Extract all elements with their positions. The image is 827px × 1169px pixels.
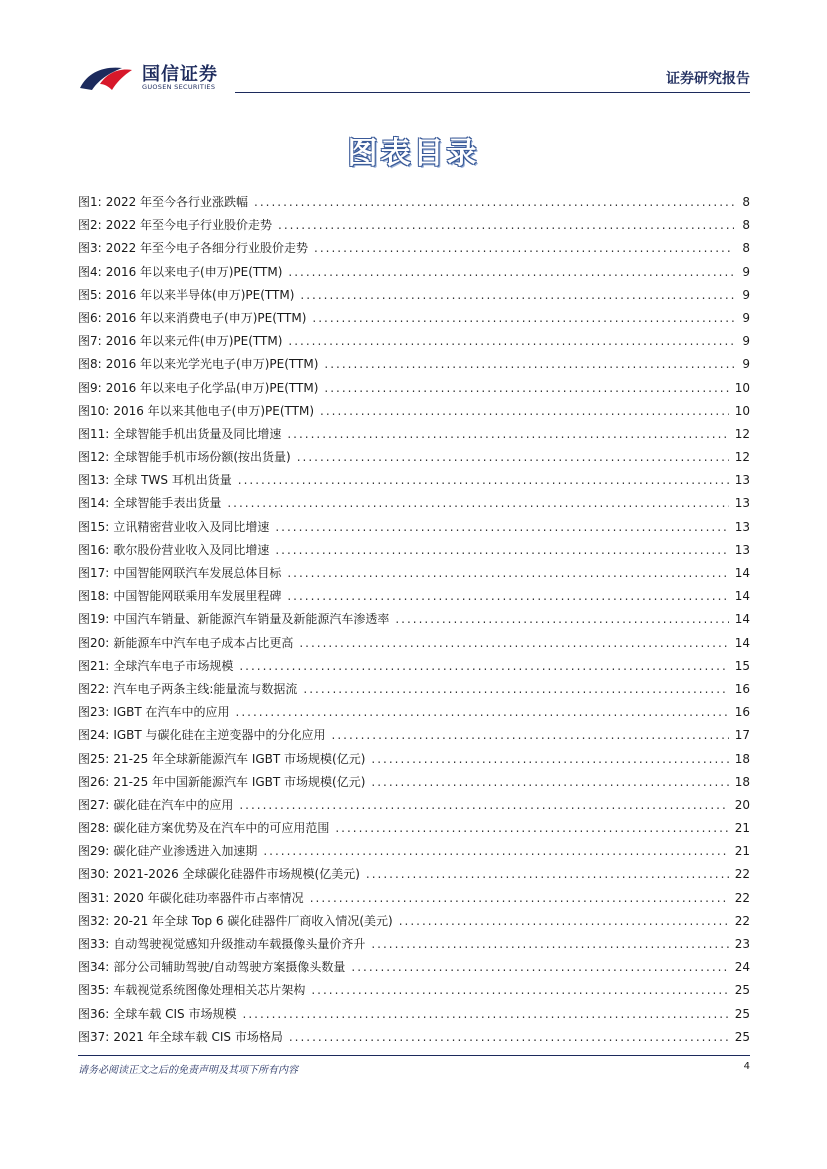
toc-entry-label: 图3: [78,241,102,256]
toc-dot-leader [236,705,729,719]
toc-entry[interactable] [78,634,750,657]
toc-entry-page: 8 [742,241,750,256]
toc-entry-page: 21 [734,844,750,859]
toc-entry-label: 图24: [78,728,110,743]
toc-entry-label: 图19: [78,612,110,627]
toc-entry[interactable] [78,865,750,888]
toc-dot-leader [287,566,728,580]
toc-entry-label: 图28: [78,821,110,836]
guosen-logo [78,56,228,96]
toc-entry-page: 9 [742,334,750,349]
toc-dot-leader [335,821,728,835]
toc-entry-page: 18 [734,751,750,766]
toc-entry[interactable] [78,355,750,378]
toc-entry-label: 图26: [78,774,110,789]
toc-entry-title: 歌尔股份营业收入及同比增速 [113,542,270,557]
toc-entry-page: 8 [742,195,750,209]
brand-name-cn: 国信证券 [142,64,218,85]
toc-entry-title: 全球智能手表出货量 [113,496,222,511]
toc-entry-page: 14 [734,566,750,580]
toc-entry-title: 中国智能网联乘用车发展里程碑 [113,589,282,604]
toc-entry[interactable] [78,703,750,726]
toc-entry-page: 20 [734,797,750,812]
toc-dot-leader [278,218,734,232]
footer-disclaimer: 请务必阅读正文之后的免责声明及其项下所有内容 [78,1065,298,1076]
toc-dot-leader [395,612,728,626]
toc-entry-label: 图37: [78,1029,110,1044]
toc-entry-label: 图9: [78,380,102,395]
toc-dot-leader [312,311,734,325]
toc-entry-title: 全球智能手机市场份额(按出货量) [113,450,291,465]
toc-entry[interactable] [78,471,750,494]
toc-entry-page: 25 [734,1029,750,1044]
toc-dot-leader [254,195,734,209]
header-divider [235,92,750,93]
toc-entry-title: 碳化硅在汽车中的应用 [113,797,234,812]
toc-dot-leader [371,752,728,766]
toc-entry[interactable] [78,819,750,842]
toc-entry-label: 图33: [78,937,110,951]
toc-entry[interactable] [78,680,750,703]
toc-entry-title: 2016 年以来半导体(申万)PE(TTM) [105,287,295,302]
toc-entry-label: 图18: [78,589,110,604]
toc-entry-title: 2022 年至今各行业涨跌幅 [105,195,249,209]
toc-entry[interactable] [78,379,750,402]
toc-dot-leader [399,914,729,928]
toc-entry[interactable] [78,981,750,1004]
toc-entry-page: 13 [734,519,750,534]
toc-dot-leader [310,891,729,905]
toc-entry-page: 22 [734,913,750,928]
toc-entry[interactable] [78,750,750,773]
toc-entry[interactable] [78,1028,750,1051]
toc-entry-label: 图22: [78,681,110,696]
toc-entry-page: 16 [734,681,750,696]
toc-entry-page: 18 [734,774,750,789]
toc-entry-title: IGBT 与碳化硅在主逆变器中的分化应用 [113,728,326,743]
toc-entry[interactable] [78,263,750,286]
toc-entry-label: 图7: [78,334,102,349]
toc-entry-label: 图2: [78,218,102,233]
toc-entry-label: 图36: [78,1006,110,1021]
toc-entry[interactable] [78,494,750,517]
toc-entry-label: 图8: [78,357,102,372]
toc-entry-page: 23 [734,937,750,951]
toc-entry-label: 图16: [78,542,110,557]
toc-entry-title: 21-25 年中国新能源汽车 IGBT 市场规模(亿元) [113,774,366,789]
toc-entry-title: 汽车电子两条主线:能量流与数据流 [113,681,298,696]
toc-dot-leader [239,659,728,673]
toc-entry-page: 9 [742,264,750,279]
brand-name-en: GUOSEN SECURITIES [142,83,216,91]
toc-entry-title: 自动驾驶视觉感知升级推动车载摄像头量价齐升 [113,937,366,951]
toc-entry-label: 图4: [78,264,102,279]
toc-entry-page: 9 [742,310,750,325]
toc-entry-page: 16 [734,705,750,720]
toc-entry-page: 25 [734,983,750,998]
toc-dot-leader [243,1007,729,1021]
toc-entry-label: 图25: [78,751,110,766]
toc-entry-page: 9 [742,357,750,372]
toc-entry-title: 2022 年至今电子各细分行业股价走势 [105,241,309,256]
toc-entry-label: 图21: [78,658,110,673]
toc-entry-title: 碳化硅产业渗透进入加速期 [113,844,258,859]
toc-dot-leader [300,288,734,302]
toc-entry[interactable] [78,958,750,981]
toc-entry-label: 图32: [78,913,110,928]
toc-entry-page: 22 [734,867,750,882]
toc-entry-title: 2016 年以来元件(申万)PE(TTM) [105,334,283,349]
toc-entry[interactable] [78,889,750,912]
toc-entry[interactable] [78,286,750,309]
toc-entry-label: 图11: [78,426,110,441]
toc-entry-label: 图14: [78,496,110,511]
toc-entry-page: 12 [734,426,750,441]
toc-entry[interactable] [78,518,750,541]
toc-dot-leader [320,404,729,418]
toc-dot-leader [299,636,728,650]
toc-dot-leader [275,543,728,557]
toc-entry-label: 图31: [78,890,110,905]
toc-entry[interactable] [78,425,750,448]
toc-entry-title: 中国汽车销量、新能源汽车销量及新能源汽车渗透率 [113,612,390,627]
toc-dot-leader [287,589,728,603]
guosen-logo-mark-icon [78,62,134,92]
toc-entry-label: 图34: [78,960,110,975]
toc-entry-page: 8 [742,218,750,233]
toc-entry-label: 图13: [78,473,110,488]
toc-dot-leader [263,844,728,858]
toc-entry-label: 图29: [78,844,110,859]
toc-entry-page: 22 [734,890,750,905]
toc-entry-page: 12 [734,450,750,465]
toc-dot-leader [275,520,728,534]
toc-entry[interactable] [78,587,750,610]
toc-entry-title: 新能源车中汽车电子成本占比更高 [113,635,294,650]
toc-entry-page: 17 [734,728,750,743]
toc-entry[interactable] [78,657,750,680]
toc-dot-leader [227,496,728,510]
toc-entry-page: 13 [734,496,750,511]
toc-entry[interactable] [78,402,750,425]
toc-entry-label: 图12: [78,450,110,465]
toc-entry-page: 9 [742,287,750,302]
toc-dot-leader [297,450,729,464]
toc-entry-page: 13 [734,473,750,488]
toc-entry-label: 图5: [78,287,102,302]
toc-entry[interactable] [78,935,750,958]
toc-entry[interactable] [78,332,750,355]
toc-entry-title: 部分公司辅助驾驶/自动驾驶方案摄像头数量 [113,960,346,975]
toc-entry-title: 2022 年至今电子行业股价走势 [105,218,273,233]
toc-entry-label: 图30: [78,867,110,882]
toc-entry-title: 2020 年碳化硅功率器件市占率情况 [113,890,304,905]
page-number: 4 [743,1061,750,1072]
toc-entry-page: 21 [734,821,750,836]
toc-entry-title: 碳化硅方案优势及在汽车中的可应用范围 [113,821,330,836]
toc-entry[interactable] [78,842,750,865]
toc-dot-leader [314,241,734,255]
toc-dot-leader [238,473,729,487]
toc-dot-leader [332,728,729,742]
toc-entry-title: IGBT 在汽车中的应用 [113,705,230,720]
page-title: 图表目录 [347,136,480,171]
toc-entry-label: 图10: [78,403,110,418]
toc-entry-page: 14 [734,589,750,604]
toc-entry[interactable] [78,912,750,935]
toc-entry-title: 全球 TWS 耳机出货量 [113,473,232,488]
toc-dot-leader [288,334,734,348]
toc-dot-leader [324,357,734,371]
toc-dot-leader [324,381,728,395]
toc-entry-title: 立讯精密营业收入及同比增速 [113,519,270,534]
toc-entry-title: 全球智能手机出货量及同比增速 [113,426,282,441]
toc-entry-title: 中国智能网联汽车发展总体目标 [113,566,282,580]
toc-dot-leader [287,427,728,441]
toc-entry[interactable] [78,726,750,749]
toc-entry[interactable] [78,796,750,819]
toc-entry[interactable] [78,564,750,587]
toc-entry[interactable] [78,216,750,239]
toc-entry-label: 图15: [78,519,110,534]
toc-dot-leader [371,775,728,789]
toc-entry[interactable] [78,541,750,564]
toc-entry-label: 图6: [78,310,102,325]
footer-divider [78,1055,750,1056]
toc-entry-title: 全球车载 CIS 市场规模 [113,1006,237,1021]
toc-entry-page: 14 [734,635,750,650]
toc-dot-leader [288,265,734,279]
toc-entry-label: 图35: [78,983,110,998]
toc-entry[interactable] [78,239,750,262]
toc-entry-title: 2021-2026 全球碳化硅器件市场规模(亿美元) [113,867,360,882]
toc-entry-page: 15 [734,658,750,673]
toc-entry-title: 2016 年以来电子化学品(申万)PE(TTM) [105,380,319,395]
toc-entry[interactable] [78,1005,750,1028]
toc-dot-leader [366,867,729,881]
toc-dot-leader [239,798,728,812]
toc-entry-title: 全球汽车电子市场规模 [113,658,234,673]
toc-entry-label: 图27: [78,797,110,812]
toc-entry-label: 图17: [78,566,110,580]
toc-entry[interactable] [78,448,750,471]
toc-entry[interactable] [78,309,750,332]
toc-entry[interactable] [78,773,750,796]
toc-entry-title: 2016 年以来电子(申万)PE(TTM) [105,264,283,279]
toc-entry-label: 图23: [78,705,110,720]
toc-entry-title: 21-25 年全球新能源汽车 IGBT 市场规模(亿元) [113,751,366,766]
toc-entry-page: 14 [734,612,750,627]
toc-dot-leader [351,960,728,974]
toc-entry-title: 2016 年以来消费电子(申万)PE(TTM) [105,310,307,325]
toc-dot-leader [289,1030,729,1044]
report-type: 证券研究报告 [666,71,750,87]
toc-entry-title: 2016 年以来光学光电子(申万)PE(TTM) [105,357,319,372]
toc-dot-leader [311,983,728,997]
toc-entry-title: 2021 年全球车载 CIS 市场格局 [113,1029,283,1044]
toc-dot-leader [371,937,728,951]
toc-entry-page: 25 [734,1006,750,1021]
toc-dot-leader [303,682,728,696]
toc-entry[interactable] [78,610,750,633]
toc-entry-page: 24 [734,960,750,975]
toc-entry[interactable] [78,193,750,216]
toc-entry-label: 图1: [78,195,102,209]
page-header [78,56,750,96]
toc-entry-page: 10 [734,403,750,418]
figure-index-list [78,193,750,1051]
toc-entry-title: 20-21 年全球 Top 6 碳化硅器件厂商收入情况(美元) [113,913,393,928]
toc-entry-page: 13 [734,542,750,557]
toc-entry-title: 车载视觉系统图像处理相关芯片架构 [113,983,306,998]
toc-entry-title: 2016 年以来其他电子(申万)PE(TTM) [113,403,315,418]
toc-entry-page: 10 [734,380,750,395]
toc-entry-label: 图20: [78,635,110,650]
